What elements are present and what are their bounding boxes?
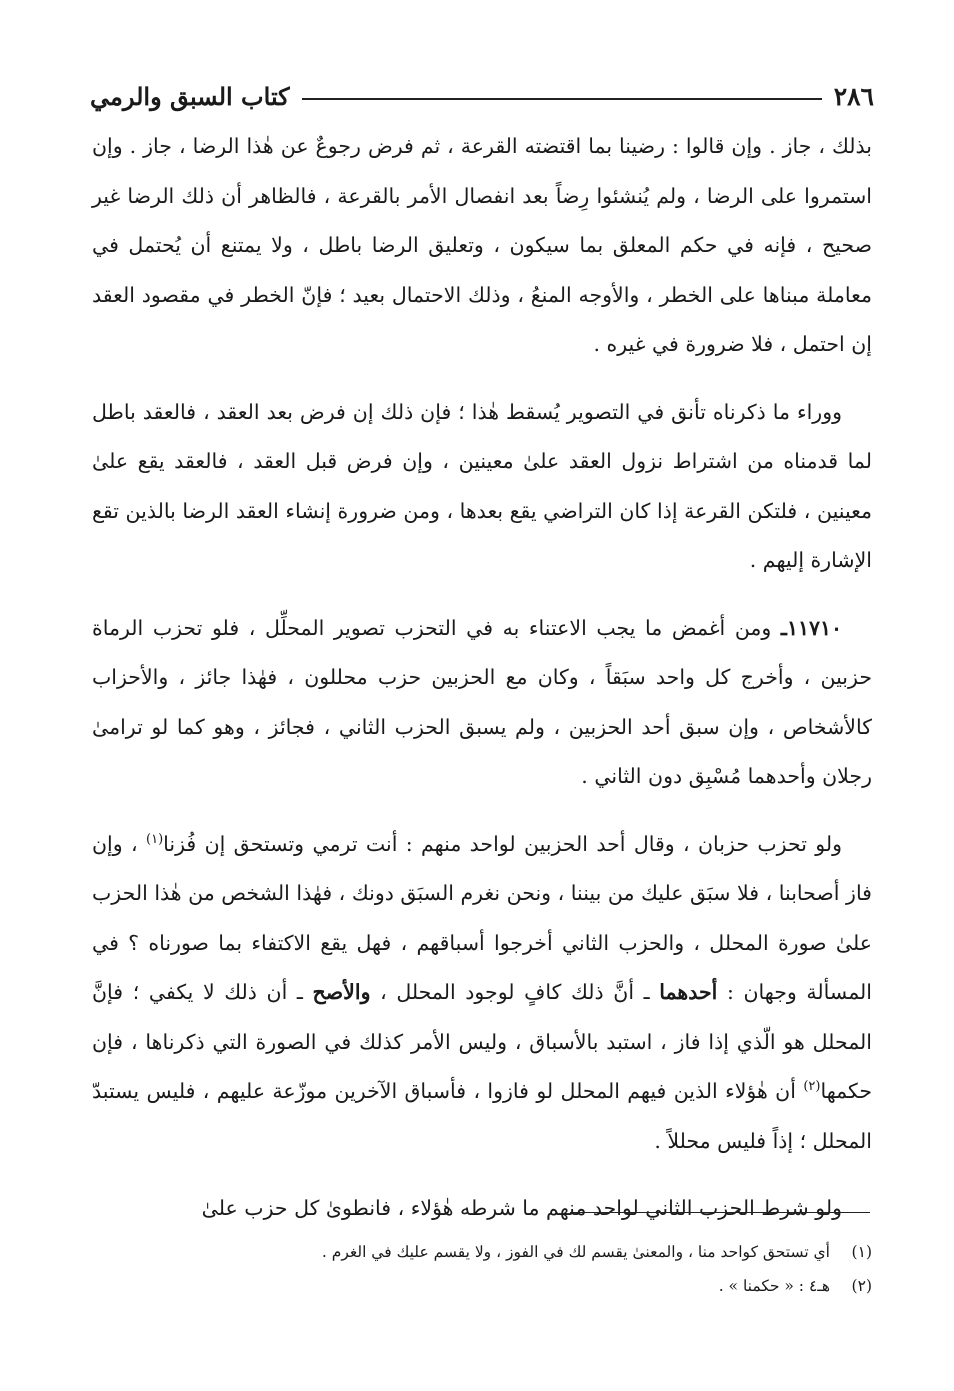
paragraph-3-text: ومن أغمض ما يجب الاعتناء به في التحزب تصوير المحلِّل ، فلو تحزب الرماة حزبين ، وأخرج كل واحد سبَقاً ، وكان مع الحزبين حزب محللون ، فهٰذا جائز ، والأحزاب كالأشخاص ، وإن سبق أحد الحزبين ، ولم يسبق الحزب الثاني ، فجائز ، وهو كما لو ترامىٰ رجلان وأحدهما مُسْبِق دون الثاني . xyxy=(92,615,872,788)
paragraph-1: بذلك ، جاز . وإن قالوا : رضينا بما اقتضته القرعة ، ثم فرض رجوعٌ عن هٰذا الرضا ، جاز . وإن استمروا على الرضا ، ولم يُنشئوا رِضاً بعد انفصال الأمر بالقرعة ، فالظاهر أن ذلك الرضا غير صحيح ، فإنه في حكم المعلق بما سيكون ، وتعليق الرضا باطل ، ولا يمتنع أن يُحتمل في معاملة مبناها على الخطر ، والأوجه المنعُ ، وذلك الاحتمال بعيد ؛ فإنّ الخطر في مقصود العقد إن احتمل ، فلا ضرورة في غيره . xyxy=(92,134,872,356)
page-header xyxy=(90,76,874,116)
paragraph-4-part-c: ـ أنَّ ذلك كافٍ لوجود المحلل ، xyxy=(370,980,660,1004)
header-rule xyxy=(302,98,822,100)
footnote-number: (١) xyxy=(851,1243,872,1261)
paragraph-4-part-b: ، وإن فاز أصحابنا ، فلا سبَق عليك من بيننا ، ونحن نغرم السبَق دونك ، فهٰذا الشخص من هٰذا الحزب علىٰ صورة المحلل ، والحزب الثاني أخرجوا أسباقهم ، فهل يقع الاكتفاء بما صورناه ؟ في المسألة وجهان : xyxy=(92,831,872,1004)
paragraph-4-part-a: ولو تحزب حزبان ، وقال أحد الحزبين لواحد منهم : أنت ترمي وتستحق إن فُزنا xyxy=(163,831,842,856)
bold-term-first: أحدهما xyxy=(659,980,718,1004)
footnote-number: (٢) xyxy=(851,1277,872,1295)
bold-term-correct: والأصح xyxy=(312,980,371,1004)
footnotes xyxy=(92,1235,872,1303)
footnote-text: هـ٤ : « حكمنا » . xyxy=(718,1277,830,1295)
footnote-2 xyxy=(92,1269,872,1303)
book-title: كتاب السبق والرمي xyxy=(90,81,290,111)
paragraph-4-part-d: ـ أن ذلك لا يكفي ؛ فإنَّ المحلل هو الّذي إذا فاز ، استبد بالأسباق ، وليس الأمر كذلك في الصورة التي ذكرناها ، فإن حكمها xyxy=(92,980,872,1103)
issue-number: ١١٧١٠ـ xyxy=(780,615,842,640)
footnote-divider xyxy=(570,1212,870,1213)
paragraph-4-part-e: أن هٰؤلاء الذين فيهم المحلل لو فازوا ، فأسباق الآخرين موزّعة عليهم ، فليس يستبدّ المحلل ؛ إذاً فليس محللاً . xyxy=(92,1079,872,1153)
page-number: ٢٨٦ xyxy=(833,81,874,111)
paragraph-4 xyxy=(92,820,872,1167)
paragraph-3 xyxy=(92,604,872,802)
paragraph-2: ووراء ما ذكرناه تأنق في التصوير يُسقط هٰذا ؛ فإن ذلك إن فرض بعد العقد ، فالعقد باطل لما قدمناه من اشتراط نزول العقد علىٰ معينين ، وإن فرض قبل العقد ، فالعقد يقع علىٰ معينين ، فلتكن القرعة إذا كان التراضي يقع بعدها ، ومن ضرورة إنشاء العقد الرضا بالذين تقع الإشارة إليهم . xyxy=(92,399,872,572)
footnote-ref-2: (٢) xyxy=(803,1079,821,1095)
paragraph-5: ولو شرط الحزب الثاني لواحد منهم ما شرطه هٰؤلاء ، فانطوىٰ كل حزب علىٰ xyxy=(201,1196,842,1220)
footnote-1 xyxy=(92,1235,872,1269)
main-text xyxy=(92,122,872,1234)
footnote-ref-1: (١) xyxy=(146,831,164,847)
footnote-text: أي تستحق كواحد منا ، والمعنىٰ يقسم لك في الفوز ، ولا يقسم عليك في الغرم . xyxy=(321,1243,830,1261)
